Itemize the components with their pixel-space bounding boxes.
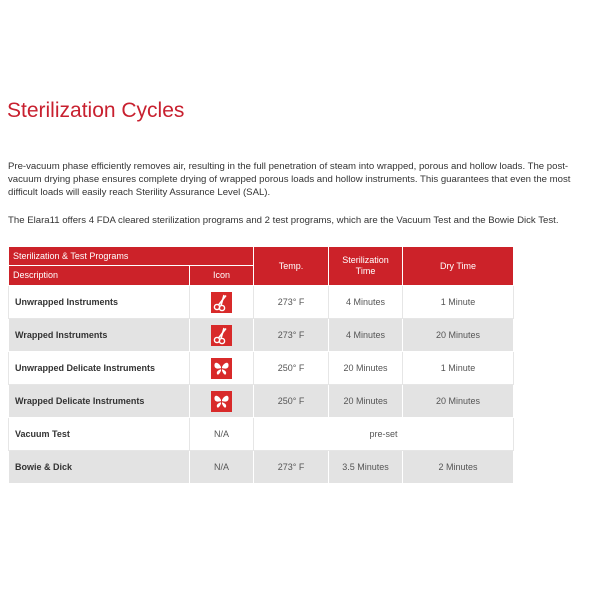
scissors-icon [211, 325, 232, 346]
row-temp: 273° F [254, 451, 329, 484]
row-description: Wrapped Instruments [9, 319, 190, 352]
row-dry: 2 Minutes [403, 451, 514, 484]
row-temp: 250° F [254, 385, 329, 418]
row-icon-na: N/A [190, 451, 254, 484]
row-icon-cell [190, 352, 254, 385]
table-row [9, 319, 514, 352]
row-description: Vacuum Test [9, 418, 190, 451]
header-description: Description [9, 266, 190, 286]
table-row [9, 451, 514, 484]
row-time: 4 Minutes [329, 319, 403, 352]
row-temp: 250° F [254, 352, 329, 385]
row-time: 20 Minutes [329, 352, 403, 385]
header-dry-time: Dry Time [403, 247, 514, 286]
row-preset: pre-set [254, 418, 514, 451]
header-icon: Icon [190, 266, 254, 286]
row-description: Unwrapped Delicate Instruments [9, 352, 190, 385]
row-description: Wrapped Delicate Instruments [9, 385, 190, 418]
row-icon-cell [190, 385, 254, 418]
sterilization-table [8, 246, 514, 484]
row-icon-cell [190, 286, 254, 319]
header-sterilization-time: Sterilization Time [329, 247, 403, 286]
row-time: 4 Minutes [329, 286, 403, 319]
row-dry: 1 Minute [403, 286, 514, 319]
row-time: 20 Minutes [329, 385, 403, 418]
table-row [9, 418, 514, 451]
programs-paragraph: The Elara11 offers 4 FDA cleared sterilization programs and 2 test programs, which are the Vacuum Test and the Bowie Dick Test. [8, 215, 559, 226]
row-dry: 1 Minute [403, 352, 514, 385]
header-group-programs: Sterilization & Test Programs [9, 247, 254, 266]
table-row [9, 352, 514, 385]
row-time: 3.5 Minutes [329, 451, 403, 484]
table-row [9, 385, 514, 418]
scissors-icon [211, 292, 232, 313]
row-description: Unwrapped Instruments [9, 286, 190, 319]
row-description: Bowie & Dick [9, 451, 190, 484]
page-title: Sterilization Cycles [7, 99, 185, 122]
row-temp: 273° F [254, 319, 329, 352]
row-dry: 20 Minutes [403, 319, 514, 352]
row-icon-cell [190, 319, 254, 352]
butterfly-icon [211, 391, 232, 412]
table-row [9, 286, 514, 319]
row-temp: 273° F [254, 286, 329, 319]
row-icon-na: N/A [190, 418, 254, 451]
intro-paragraph: Pre-vacuum phase efficiently removes air, resulting in the full penetration of steam into wrapped, porous and hollow loads. The post-vacuum drying phase ensures complete drying of wrapped porous loads and hollow instruments. This guarantees that even the most difficult loads will easily reach Sterility Assurance Level (SAL). [8, 161, 571, 198]
butterfly-icon [211, 358, 232, 379]
row-dry: 20 Minutes [403, 385, 514, 418]
header-temp: Temp. [254, 247, 329, 286]
